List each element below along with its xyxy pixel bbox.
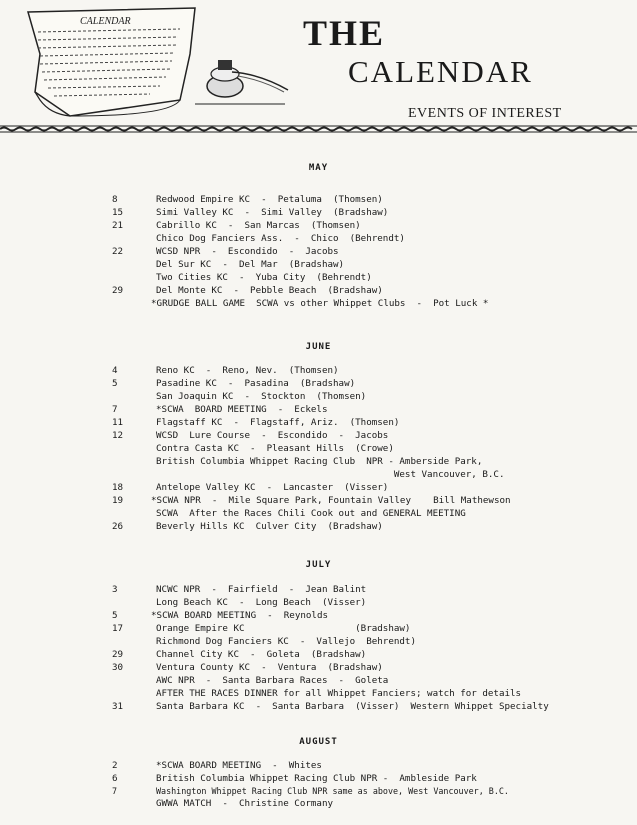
event-text: Antelope Valley KC - Lancaster (Visser) xyxy=(156,482,389,493)
day: 2 xyxy=(112,760,118,771)
event-text: Simi Valley KC - Simi Valley (Bradshaw) xyxy=(156,207,389,218)
title-the: THE xyxy=(303,13,386,53)
list-item xyxy=(0,494,637,507)
event-text: Channel City KC - Goleta (Bradshaw) xyxy=(156,649,367,660)
logo-text: CALENDAR xyxy=(80,16,131,27)
event-text: Cabrillo KC - San Marcas (Thomsen) xyxy=(156,220,361,231)
event-text: West Vancouver, B.C. xyxy=(156,469,505,480)
title-calendar: CALENDAR xyxy=(348,54,533,89)
list-item xyxy=(0,455,637,468)
event-text: Flagstaff KC - Flagstaff, Ariz. (Thomsen) xyxy=(156,417,400,428)
list-item xyxy=(0,377,637,390)
day: 3 xyxy=(112,584,118,595)
day: 30 xyxy=(112,662,124,673)
list-item xyxy=(0,416,637,429)
event-text: SCWA After the Races Chili Cook out and GENERAL MEETING xyxy=(156,508,466,519)
event-text: AFTER THE RACES DINNER for all Whippet Fanciers; watch for details xyxy=(156,688,522,699)
day: 5 xyxy=(112,610,118,621)
list-item xyxy=(0,206,637,219)
list-item xyxy=(0,219,637,232)
day: 15 xyxy=(112,207,124,218)
list-item xyxy=(0,364,637,377)
list-item xyxy=(0,442,637,455)
day: 21 xyxy=(112,220,124,231)
event-text: British Columbia Whippet Racing Club NPR - Amberside Park, xyxy=(156,456,483,467)
day: 7 xyxy=(112,404,118,415)
day: 12 xyxy=(112,430,124,441)
event-text: Long Beach KC - Long Beach (Visser) xyxy=(156,597,367,608)
event-text: Contra Casta KC - Pleasant Hills (Crowe) xyxy=(156,443,394,454)
day: 19 xyxy=(112,495,124,506)
day: 11 xyxy=(112,417,124,428)
list-item xyxy=(0,596,637,609)
list-item xyxy=(0,258,637,271)
month-heading-august: AUGUST xyxy=(299,737,338,747)
list-item xyxy=(0,797,637,810)
event-text: San Joaquin KC - Stockton (Thomsen) xyxy=(156,391,367,402)
list-item xyxy=(0,635,637,648)
list-item xyxy=(0,661,637,674)
list-item xyxy=(0,687,637,700)
day: 29 xyxy=(112,649,124,660)
day: 7 xyxy=(112,786,118,796)
day: 6 xyxy=(112,773,118,784)
list-item xyxy=(0,429,637,442)
subtitle: EVENTS OF INTEREST xyxy=(408,106,562,121)
event-text: *SCWA BOARD MEETING - Whites xyxy=(156,760,322,771)
list-item xyxy=(0,403,637,416)
event-text: *SCWA NPR - Mile Square Park, Fountain Valley Bill Mathewson xyxy=(151,495,511,506)
day: 5 xyxy=(112,378,118,389)
day: 18 xyxy=(112,482,124,493)
event-text: Santa Barbara KC - Santa Barbara (Visser) Western Whippet Specialty xyxy=(156,701,549,712)
event-text: AWC NPR - Santa Barbara Races - Goleta xyxy=(156,675,389,686)
list-item xyxy=(0,468,637,481)
event-text: Del Sur KC - Del Mar (Bradshaw) xyxy=(156,259,345,270)
day: 4 xyxy=(112,365,118,376)
list-item xyxy=(0,622,637,635)
event-text: Two Cities KC - Yuba City (Behrendt) xyxy=(156,272,372,283)
month-heading-may: MAY xyxy=(308,163,329,173)
list-item xyxy=(0,520,637,533)
event-text: *GRUDGE BALL GAME SCWA vs other Whippet Clubs - Pot Luck * xyxy=(151,298,489,309)
event-text: NCWC NPR - Fairfield - Jean Balint xyxy=(156,584,367,595)
event-text: Beverly Hills KC Culver City (Bradshaw) xyxy=(156,521,383,532)
event-text: Ventura County KC - Ventura (Bradshaw) xyxy=(156,662,383,673)
list-item xyxy=(0,232,637,245)
list-item xyxy=(0,507,637,520)
list-item xyxy=(0,674,637,687)
event-text: Pasadine KC - Pasadina (Bradshaw) xyxy=(156,378,356,389)
event-text: Del Monte KC - Pebble Beach (Bradshaw) xyxy=(156,285,383,296)
list-item xyxy=(0,759,637,772)
list-item xyxy=(0,193,637,206)
list-item xyxy=(0,648,637,661)
list-item xyxy=(0,245,637,258)
event-text: Washington Whippet Racing Club NPR same as above, West Vancouver, B.C. xyxy=(156,786,509,796)
list-item xyxy=(0,481,637,494)
event-text: Reno KC - Reno, Nev. (Thomsen) xyxy=(156,365,339,376)
event-text: *SCWA BOARD MEETING - Reynolds xyxy=(151,610,329,621)
event-text: *SCWA BOARD MEETING - Eckels xyxy=(156,404,328,415)
day: 29 xyxy=(112,285,124,296)
day: 8 xyxy=(112,194,118,205)
day: 31 xyxy=(112,701,124,712)
event-text: WCSD Lure Course - Escondido - Jacobs xyxy=(156,430,389,441)
month-heading-june: JUNE xyxy=(305,342,332,352)
event-text: Orange Empire KC (Bradshaw) xyxy=(156,623,411,634)
event-text: Chico Dog Fanciers Ass. - Chico (Behrendt) xyxy=(156,233,405,244)
list-item xyxy=(0,609,637,622)
event-text: GWWA MATCH - Christine Cormany xyxy=(156,798,334,809)
event-text: British Columbia Whippet Racing Club NPR - Ambleside Park xyxy=(156,773,477,784)
day: 17 xyxy=(112,623,124,634)
list-item xyxy=(0,390,637,403)
list-item xyxy=(0,271,637,284)
event-text: WCSD NPR - Escondido - Jacobs xyxy=(156,246,339,257)
list-item xyxy=(0,297,637,310)
list-item xyxy=(0,583,637,596)
day: 26 xyxy=(112,521,124,532)
event-text: Redwood Empire KC - Petaluma (Thomsen) xyxy=(156,194,383,205)
event-text: Richmond Dog Fanciers KC - Vallejo Behrendt) xyxy=(156,636,416,647)
month-heading-july: JULY xyxy=(305,560,332,570)
list-item xyxy=(0,700,637,713)
list-item xyxy=(0,284,637,297)
day: 22 xyxy=(112,246,124,257)
list-item xyxy=(0,772,637,785)
